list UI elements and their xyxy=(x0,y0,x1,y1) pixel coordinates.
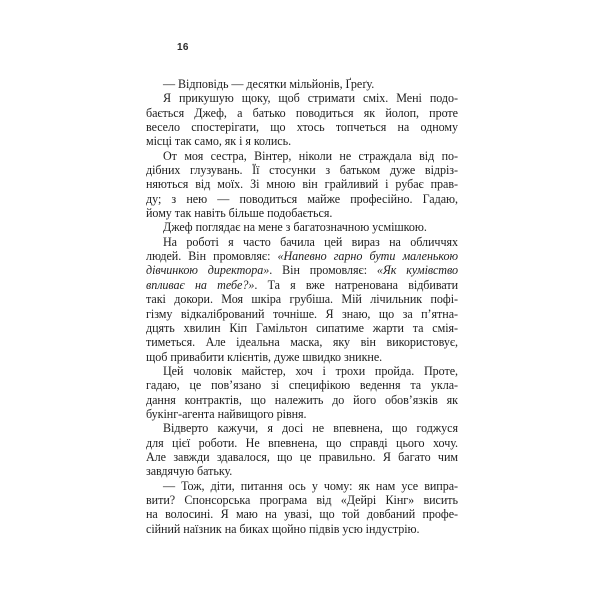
text-run: няються від моїх. Зі мною він грайливий і рубає прав- xyxy=(146,177,458,192)
text-run: бається Джеф, а батько поводиться як йолоп, проте xyxy=(146,105,458,120)
text-line xyxy=(146,77,458,91)
text-run: вити? Спонсорська програма від «Дейрі Кінг» висить xyxy=(146,492,458,507)
text-line xyxy=(146,278,458,292)
text-line xyxy=(146,335,458,349)
text-line xyxy=(146,206,458,220)
page-text xyxy=(146,77,458,536)
text-run: . Та я вже натренована відбивати xyxy=(254,277,458,292)
text-run: ду; з нею — поводиться майже професійно. Гадаю, xyxy=(146,191,458,206)
text-line xyxy=(146,393,458,407)
text-line xyxy=(146,163,458,177)
text-run: для цієї роботи. Не впевнена, що справді цього хочу. xyxy=(146,435,458,450)
text-line xyxy=(146,464,458,478)
text-run: — Відповідь — десятки мільйонів, Ґреґу. xyxy=(163,77,375,91)
text-run: тиметься. Але ідеальна маска, яку він використовує, xyxy=(146,335,458,350)
text-run: Джеф поглядає на мене з багатозначною усмішкою. xyxy=(163,220,427,235)
text-line xyxy=(146,507,458,521)
italic-text-run: впливає на тебе?» xyxy=(146,277,255,292)
text-line xyxy=(146,134,458,148)
text-run: йому так навіть більше подобається. xyxy=(146,206,333,221)
text-line xyxy=(146,350,458,364)
text-run: дібних глузувань. Її стосунки з батьком дуже відріз- xyxy=(146,163,458,178)
text-line xyxy=(146,307,458,321)
text-line xyxy=(146,220,458,234)
text-line xyxy=(146,149,458,163)
text-line xyxy=(146,522,458,536)
text-run: Цей чоловік майстер, хоч і трохи пройда. Проте, xyxy=(163,363,458,378)
text-line xyxy=(146,120,458,134)
text-line xyxy=(146,493,458,507)
text-run: гадаю, це пов’язано зі специфікою ведення та укла- xyxy=(146,378,458,393)
text-run: дцять хвилин Кіп Гамільтон сипатиме жарти та смія- xyxy=(146,320,458,335)
text-run: От моя сестра, Вінтер, ніколи не страждала від по- xyxy=(163,148,458,163)
text-line xyxy=(146,407,458,421)
text-line xyxy=(146,479,458,493)
text-run: букінг-агента найвищого рівня. xyxy=(146,406,307,421)
text-line xyxy=(146,421,458,435)
text-run: гізму відкалібрований точніше. Я знаю, що за п’ятна- xyxy=(146,306,458,321)
text-line xyxy=(146,364,458,378)
text-run: На роботі я часто бачила цей вираз на обличчях xyxy=(163,234,458,249)
text-run: на волосині. Я маю на увазі, що той довбаний профе- xyxy=(146,507,458,522)
italic-text-run: «Напевно гарно бути маленькою xyxy=(277,249,458,264)
text-run: щоб привабити клієнтів, дуже швидко зникне. xyxy=(146,349,383,364)
text-run: дання контрактів, що належить до його обов’язків як xyxy=(146,392,458,407)
text-run: Але завжди здавалося, що це правильно. Я багато чим xyxy=(146,449,458,464)
text-line xyxy=(146,436,458,450)
italic-text-run: «Як кумівство xyxy=(376,263,458,278)
text-line xyxy=(146,292,458,306)
text-run: сійний наїзник на биках щойно підвів усю індустрію. xyxy=(146,521,420,536)
text-line xyxy=(146,321,458,335)
text-line xyxy=(146,235,458,249)
text-run: Я прикушую щоку, щоб стримати сміх. Мені подо- xyxy=(163,91,458,106)
text-run: такі докори. Моя шкіра грубіша. Мій лічильник пофі- xyxy=(146,292,458,307)
page-number: 16 xyxy=(177,42,189,53)
text-run: місці так само, як і я колись. xyxy=(146,134,292,149)
text-run: людей. Він промовляє: xyxy=(146,249,278,264)
text-line xyxy=(146,91,458,105)
text-run: весело спостерігати, що хтось топчеться на одному xyxy=(146,120,458,135)
text-line xyxy=(146,263,458,277)
text-line xyxy=(146,378,458,392)
text-line xyxy=(146,249,458,263)
text-line xyxy=(146,192,458,206)
text-line xyxy=(146,450,458,464)
text-run: . Він промовляє: xyxy=(269,263,377,278)
text-run: — Тож, діти, питання ось у чому: як нам усе випра- xyxy=(163,478,458,493)
text-run: Відверто кажучи, я досі не впевнена, що годжуся xyxy=(163,421,458,436)
text-line xyxy=(146,106,458,120)
text-run: завдячую батьку. xyxy=(146,464,233,479)
text-line xyxy=(146,177,458,191)
italic-text-run: дівчинкою директора» xyxy=(146,263,270,278)
